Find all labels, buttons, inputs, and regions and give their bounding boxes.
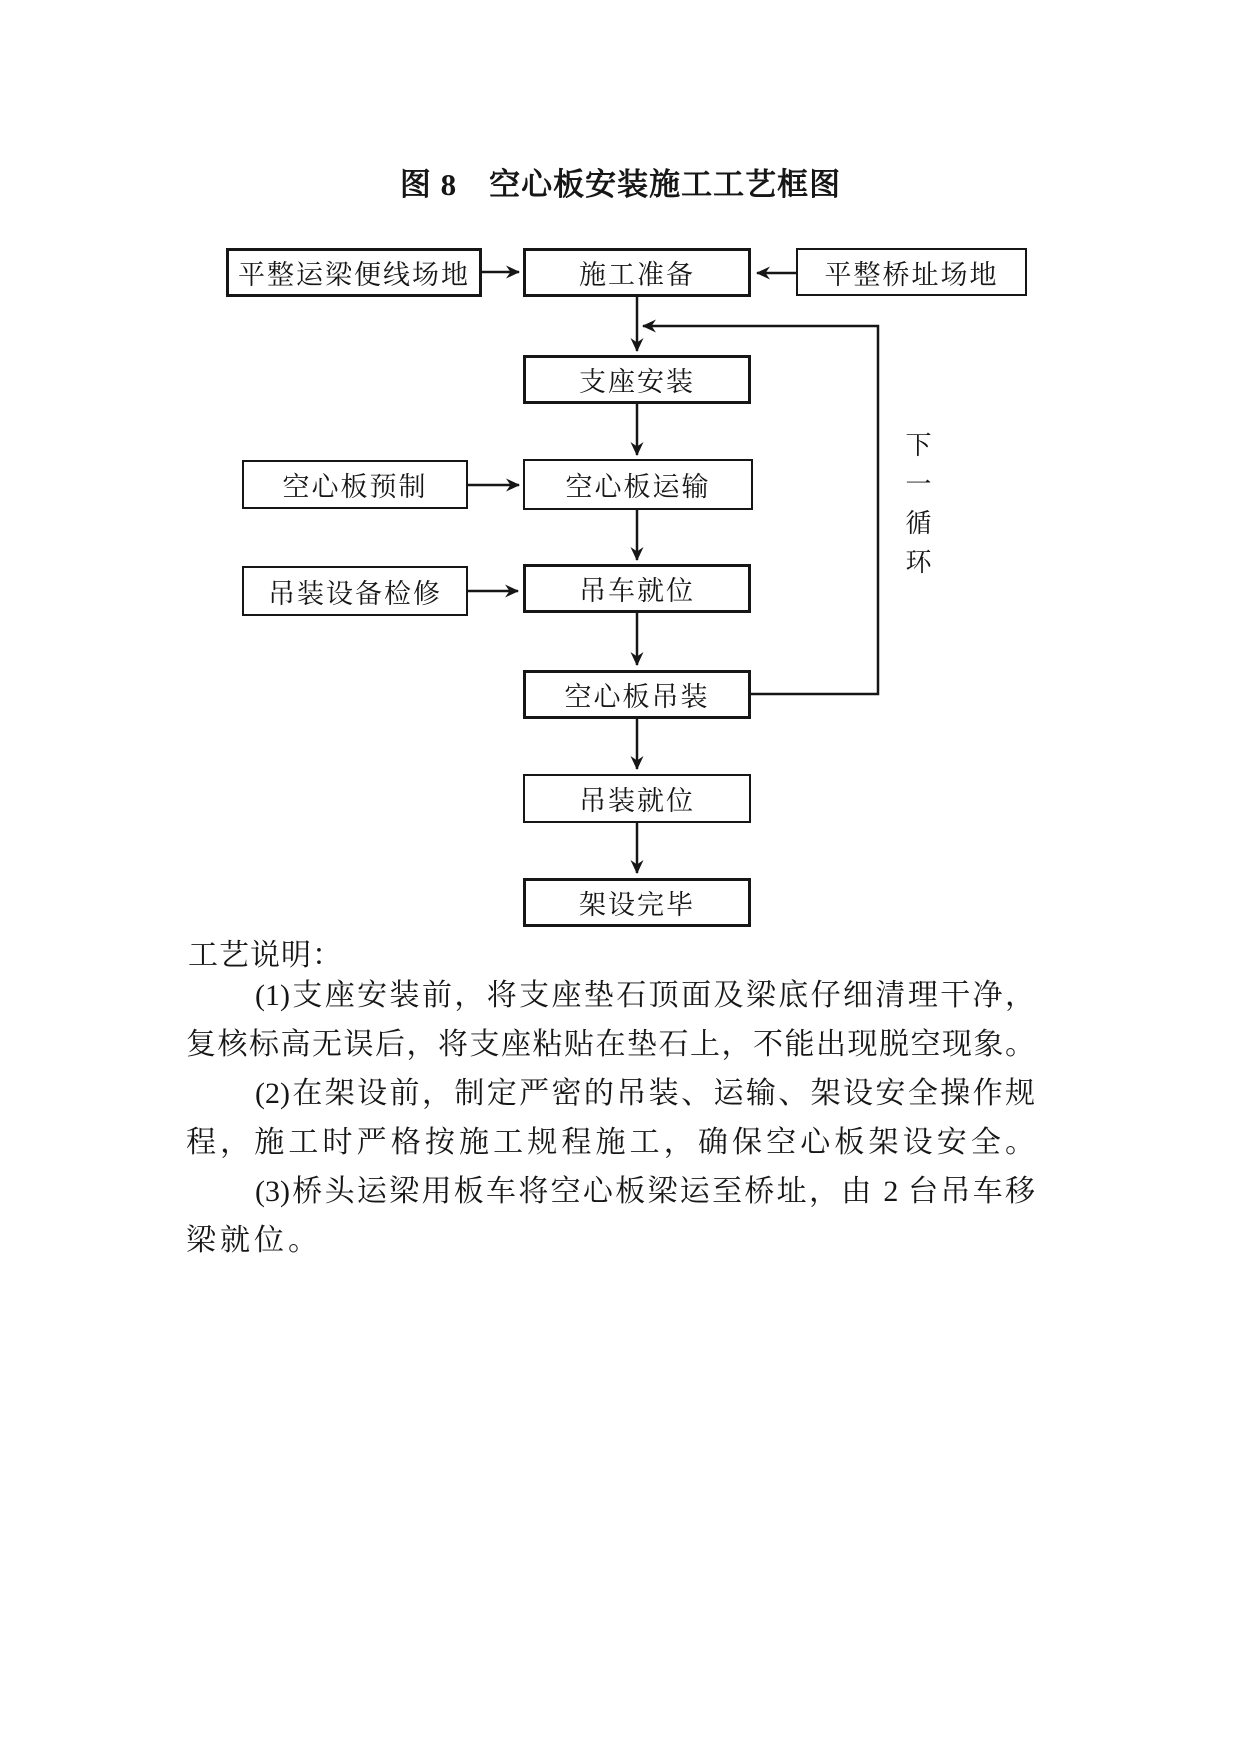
flow-box-label: 空心板运输 <box>565 472 711 502</box>
flow-box-label: 空心板预制 <box>282 472 428 502</box>
note-line-2: 复核标高无误后，将支座粘贴在垫石上，不能出现脱空现象。 <box>186 1028 1035 1061</box>
note-line-3: (2)在架设前，制定严密的吊装、运输、架设安全操作规 <box>255 1077 1035 1110</box>
flow-box-label: 支座安装 <box>579 367 695 397</box>
process-notes-heading: 工艺说明： <box>188 939 343 972</box>
flow-box-label: 空心板吊装 <box>564 682 710 712</box>
flow-box-bearing-installation <box>523 355 751 404</box>
flow-box-hollow-slab-hoisting <box>523 670 751 719</box>
note-line-5: (3)桥头运梁用板车将空心板梁运至桥址，由 2 台吊车移 <box>255 1175 1035 1208</box>
flow-box-label: 架设完毕 <box>579 890 695 920</box>
next-cycle-label: 下一循环 <box>902 431 931 587</box>
flow-box-label: 平整桥址场地 <box>824 259 999 290</box>
flow-box-construction-prep <box>523 248 751 297</box>
figure-title-text: 空心板安装施工工艺框图 <box>489 167 842 202</box>
note-line-4: 程，施工时严格按施工规程施工，确保空心板架设安全。 <box>186 1126 1035 1159</box>
flow-box-crane-in-position <box>523 564 751 613</box>
flow-box-erection-complete <box>523 878 751 927</box>
figure-number: 图 8 <box>399 167 458 202</box>
flow-box-label: 吊装设备检修 <box>268 578 442 609</box>
flow-box-hoisting-equipment-overhaul <box>242 566 468 616</box>
flow-box-level-haul-line-site <box>226 248 482 297</box>
flow-box-hollow-slab-transport <box>523 459 753 510</box>
flow-box-level-bridge-site <box>796 248 1027 296</box>
note-line-1: (1)支座安装前，将支座垫石顶面及梁底仔细清理干净， <box>255 979 1035 1012</box>
flow-box-label: 吊装就位 <box>579 786 695 816</box>
flow-box-label: 吊车就位 <box>579 576 695 606</box>
flow-box-label: 平整运梁便线场地 <box>238 260 470 290</box>
flow-box-hoisting-in-place <box>523 774 751 823</box>
note-line-6: 梁就位。 <box>186 1224 322 1257</box>
flow-box-label: 施工准备 <box>579 260 695 290</box>
flow-box-hollow-slab-precast <box>242 460 468 509</box>
